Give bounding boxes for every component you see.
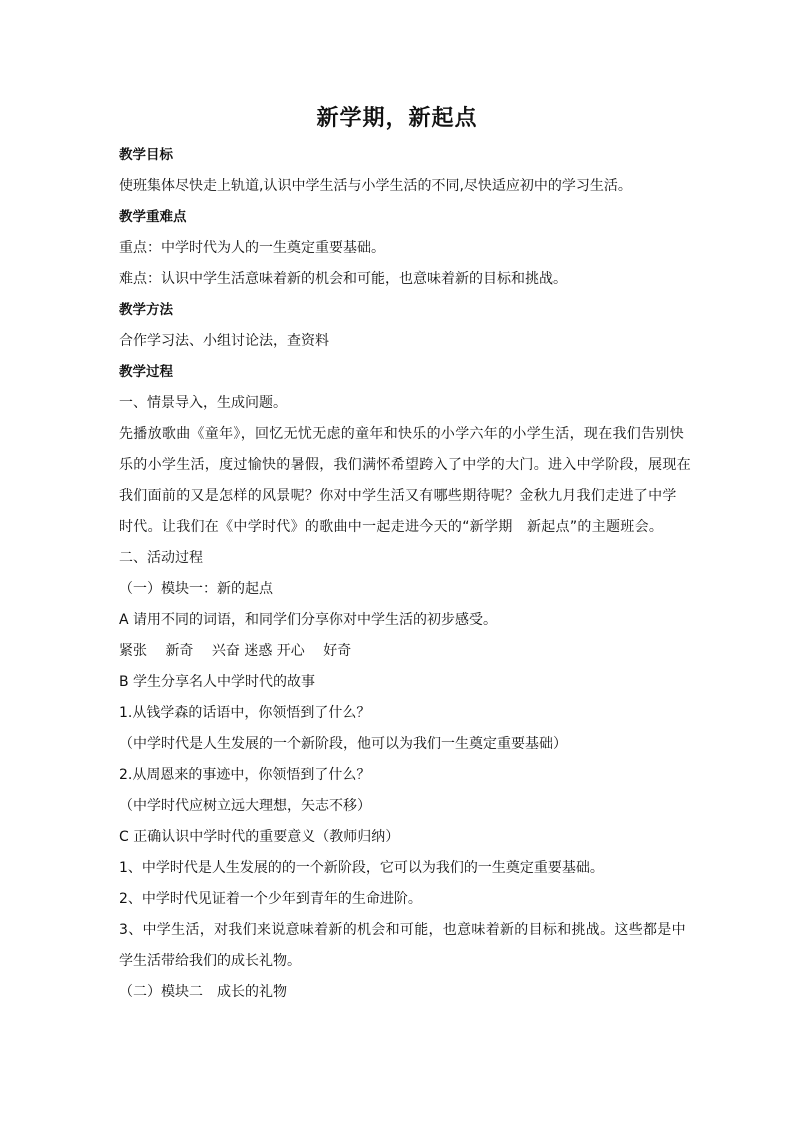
heading-teaching-goals: 教学目标 (119, 147, 173, 163)
paragraph: 一、情景导入，生成问题。 (119, 395, 287, 411)
paragraph: A 请用不同的词语，和同学们分享你对中学生活的初步感受。 (119, 612, 498, 628)
paragraph: B 学生分享名人中学时代的故事 (119, 674, 316, 690)
paragraph: 2、中学时代见证着一个少年到青年的生命进阶。 (119, 891, 422, 907)
paragraph: 先播放歌曲《童年》，回忆无忧无虑的童年和快乐的小学六年的小学生活，现在我们告别快 (119, 426, 684, 442)
paragraph: 我们面前的又是怎样的风景呢？你对中学生活又有哪些期待呢？金秋九月我们走进了中学 (119, 488, 677, 504)
document-title: 新学期，新起点 (316, 106, 478, 131)
paragraph: 合作学习法、小组讨论法，查资料 (119, 333, 329, 349)
paragraph: 2.从周恩来的事迹中，你领悟到了什么？ (119, 767, 371, 783)
paragraph: （一）模块一：新的起点 (119, 581, 273, 597)
paragraph: 重点：中学时代为人的一生奠定重要基础。 (119, 240, 385, 256)
paragraph: 乐的小学生活，度过愉快的暑假，我们满怀希望跨入了中学的大门。进入中学阶段，展现在 (119, 457, 691, 473)
paragraph: 3、中学生活，对我们来说意味着新的机会和可能，也意味着新的目标和挑战。这些都是中 (119, 922, 686, 938)
paragraph: （中学时代是人生发展的一个新阶段，他可以为我们一生奠定重要基础） (119, 736, 567, 752)
paragraph: （二）模块二 成长的礼物 (119, 984, 287, 1000)
heading-teaching-methods: 教学方法 (119, 302, 173, 318)
paragraph: 1、中学时代是人生发展的的一个新阶段，它可以为我们的一生奠定重要基础。 (119, 860, 604, 876)
paragraph: 使班集体尽快走上轨道,认识中学生活与小学生活的不同,尽快适应初中的学习生活。 (119, 178, 632, 194)
paragraph: 1.从钱学森的话语中，你领悟到了什么？ (119, 705, 371, 721)
paragraph: 学生活带给我们的成长礼物。 (119, 953, 301, 969)
paragraph: 时代。让我们在《中学时代》的歌曲中一起走进今天的“新学期 新起点”的主题班会。 (119, 519, 664, 535)
paragraph: 难点：认识中学生活意味着新的机会和可能，也意味着新的目标和挑战。 (119, 271, 567, 287)
paragraph: 紧张 新奇 兴奋 迷惑 开心 好奇 (119, 643, 352, 659)
paragraph: 二、活动过程 (119, 550, 203, 566)
heading-key-difficult-points: 教学重难点 (119, 209, 187, 225)
paragraph: C 正确认识中学时代的重要意义（教师归纳） (119, 829, 400, 845)
paragraph: （中学时代应树立远大理想，矢志不移） (119, 798, 371, 814)
heading-teaching-process: 教学过程 (119, 364, 173, 380)
